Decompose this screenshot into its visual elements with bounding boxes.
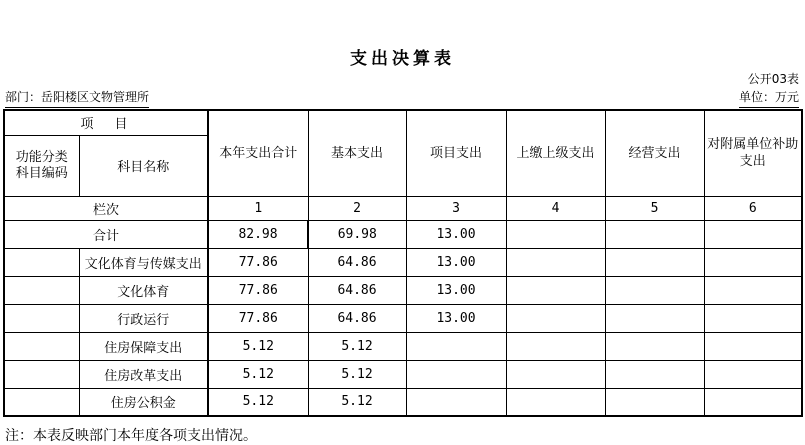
table-row xyxy=(4,304,802,332)
cell-func-code xyxy=(4,304,79,332)
column-index-label: 栏次 xyxy=(4,196,208,220)
column-index-1: 1 xyxy=(208,196,308,220)
header-project-group: 项 目 xyxy=(4,110,208,135)
cell-func-code xyxy=(4,248,79,276)
cell-func-code xyxy=(4,276,79,304)
cell-value: 5.12 xyxy=(208,360,308,388)
header-col-basic: 基本支出 xyxy=(308,110,406,196)
table-body xyxy=(4,220,802,416)
department-label: 部门：岳阳楼区文物管理所 xyxy=(5,88,149,108)
footnote: 注：本表反映部门本年度各项支出情况。 xyxy=(5,428,257,444)
cell-func-code xyxy=(4,332,79,360)
cell-value xyxy=(605,248,704,276)
cell-value: 77.86 xyxy=(208,304,308,332)
expenditure-table xyxy=(3,109,803,417)
cell-value: 13.00 xyxy=(406,304,506,332)
header-subject-name: 科目名称 xyxy=(79,135,208,196)
cell-value xyxy=(605,360,704,388)
header-func-code xyxy=(4,135,79,196)
cell-value xyxy=(704,220,802,248)
cell-value: 64.86 xyxy=(308,276,406,304)
cell-value: 5.12 xyxy=(208,388,308,416)
row-label: 住房改革支出 xyxy=(79,360,208,388)
row-label: 住房公积金 xyxy=(79,388,208,416)
header-func-code-line2: 科目编码 xyxy=(15,165,68,181)
table-row xyxy=(4,360,802,388)
column-index-5: 5 xyxy=(605,196,704,220)
cell-value xyxy=(406,388,506,416)
cell-value xyxy=(506,304,605,332)
table-row xyxy=(4,388,802,416)
cell-value xyxy=(704,332,802,360)
header-col-operating: 经营支出 xyxy=(605,110,704,196)
header-col-total: 本年支出合计 xyxy=(208,110,308,196)
table-row xyxy=(4,276,802,304)
cell-value xyxy=(605,304,704,332)
cell-value: 5.12 xyxy=(208,332,308,360)
table-row xyxy=(4,248,802,276)
cell-value: 77.86 xyxy=(208,248,308,276)
cell-value: 5.12 xyxy=(308,332,406,360)
header-col-project-exp: 项目支出 xyxy=(406,110,506,196)
cell-value xyxy=(605,220,704,248)
column-index-3: 3 xyxy=(406,196,506,220)
cell-value: 64.86 xyxy=(308,248,406,276)
cell-value xyxy=(406,360,506,388)
table-row xyxy=(4,220,802,248)
cell-value: 5.12 xyxy=(308,388,406,416)
row-label: 住房保障支出 xyxy=(79,332,208,360)
table-row xyxy=(4,332,802,360)
column-index-row xyxy=(4,196,802,220)
cell-value xyxy=(506,360,605,388)
cell-value xyxy=(704,248,802,276)
cell-func-code xyxy=(4,360,79,388)
row-label: 文化体育与传媒支出 xyxy=(79,248,208,276)
header-col-upper-level: 上缴上级支出 xyxy=(506,110,605,196)
cell-value xyxy=(605,332,704,360)
cell-value xyxy=(506,220,605,248)
row-label: 行政运行 xyxy=(79,304,208,332)
cell-value: 13.00 xyxy=(406,276,506,304)
page-title: 支出决算表 xyxy=(350,49,455,69)
cell-value xyxy=(704,388,802,416)
cell-value xyxy=(506,276,605,304)
cell-value: 82.98 xyxy=(208,220,308,248)
cell-value xyxy=(704,276,802,304)
cell-value: 69.98 xyxy=(308,220,406,248)
header-func-code-line1: 功能分类 xyxy=(15,149,68,165)
form-code-label: 公开03表 xyxy=(747,72,799,86)
cell-func-code xyxy=(4,388,79,416)
cell-value xyxy=(704,304,802,332)
cell-value xyxy=(406,332,506,360)
cell-value: 77.86 xyxy=(208,276,308,304)
cell-value xyxy=(506,388,605,416)
column-index-4: 4 xyxy=(506,196,605,220)
header-row-project xyxy=(4,110,802,135)
cell-value: 5.12 xyxy=(308,360,406,388)
cell-value xyxy=(506,248,605,276)
row-label: 文化体育 xyxy=(79,276,208,304)
cell-value: 13.00 xyxy=(406,248,506,276)
cell-value xyxy=(605,388,704,416)
cell-value xyxy=(506,332,605,360)
cell-value: 13.00 xyxy=(406,220,506,248)
row-label-total: 合计 xyxy=(4,220,208,248)
column-index-2: 2 xyxy=(308,196,406,220)
column-index-6: 6 xyxy=(704,196,802,220)
cell-value xyxy=(605,276,704,304)
unit-label: 单位：万元 xyxy=(739,88,799,108)
header-col-subsidiary: 对附属单位补助支出 xyxy=(704,110,802,196)
table-head-section xyxy=(4,110,802,220)
cell-value: 64.86 xyxy=(308,304,406,332)
cell-value xyxy=(704,360,802,388)
